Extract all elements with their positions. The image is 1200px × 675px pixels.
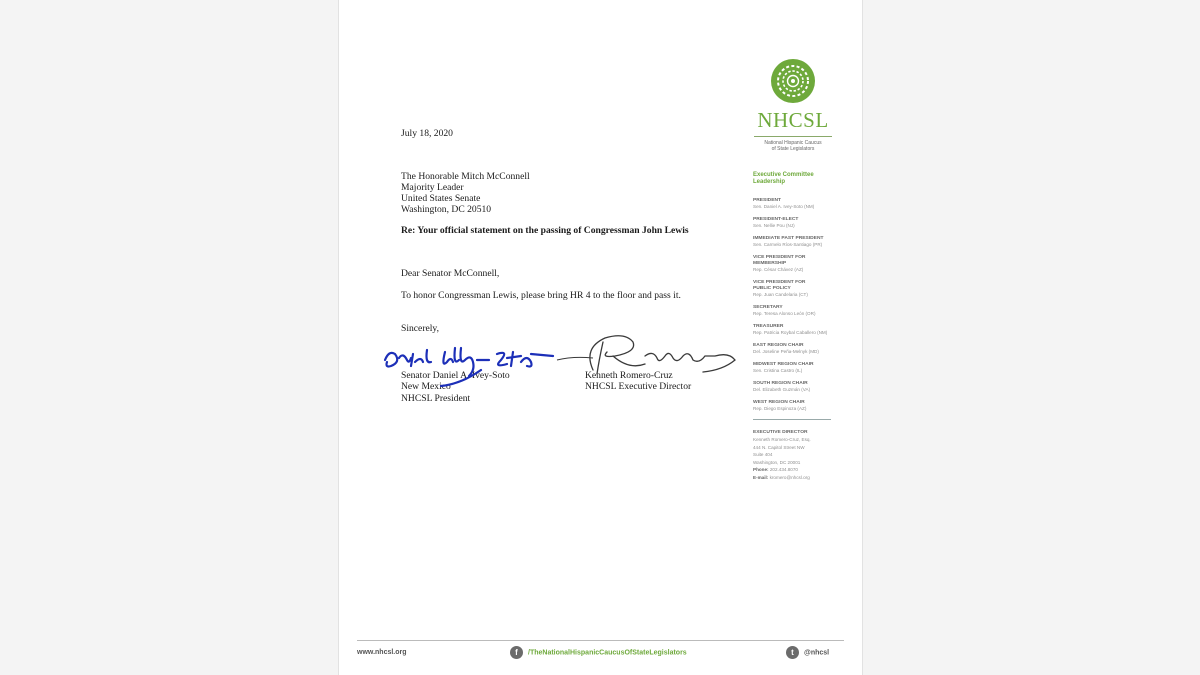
signature-ivey-soto xyxy=(381,340,556,390)
salutation: Dear Senator McConnell, xyxy=(401,268,500,279)
officer-title: SOUTH REGION CHAIR xyxy=(753,381,808,386)
officer-name: Sen. Cristina Castro (IL) xyxy=(753,368,803,373)
officer-entry xyxy=(753,400,853,412)
leadership-sidebar xyxy=(753,172,853,481)
officer-name: Sen. Carmelo Ríos-Santiago (PR) xyxy=(753,242,823,247)
officer-entry xyxy=(753,343,853,355)
nhcsl-logo xyxy=(749,58,837,152)
address-line: United States Senate xyxy=(401,193,481,204)
logo-divider xyxy=(754,136,832,137)
officer-name: Rep. Diego Espinoza (AZ) xyxy=(753,406,807,411)
nhcsl-emblem-icon xyxy=(770,58,816,104)
exec-email[interactable]: E-mail: kromero@nhcsl.org xyxy=(753,474,810,480)
logo-subtitle-line: National Hispanic Caucus xyxy=(764,140,822,146)
executive-director-block xyxy=(753,430,853,481)
footer-website[interactable]: www.nhcsl.org xyxy=(357,649,407,656)
officer-title: VICE PRESIDENT FOR xyxy=(753,255,806,260)
officer-name: Del. Joseline Peña-Melnyk (MD) xyxy=(753,349,819,354)
officer-title: MIDWEST REGION CHAIR xyxy=(753,362,814,367)
officer-title: VICE PRESIDENT FOR xyxy=(753,280,806,285)
officer-entry xyxy=(753,236,853,248)
letter-date: July 18, 2020 xyxy=(401,128,453,139)
address-line: The Honorable Mitch McConnell xyxy=(401,171,530,182)
footer-facebook[interactable]: f /TheNationalHispanicCaucusOfStateLegislators xyxy=(510,646,687,659)
officer-title: IMMEDIATE PAST PRESIDENT xyxy=(753,236,824,241)
logo-subtitle-line: of State Legislators xyxy=(771,146,815,152)
officer-entry xyxy=(753,324,853,336)
officer-entry xyxy=(753,305,853,317)
officer-entry xyxy=(753,217,853,229)
officer-name: Sen. Nellie Pou (NJ) xyxy=(753,223,795,228)
letter-subject: Re: Your official statement on the passing of Congressman John Lewis xyxy=(401,225,689,236)
officer-entry xyxy=(753,198,853,210)
officer-entry xyxy=(753,280,853,298)
officer-entry xyxy=(753,362,853,374)
address-line: Majority Leader xyxy=(401,182,464,193)
officer-title: MEMBERSHIP xyxy=(753,261,787,266)
nhcsl-wordmark: NHCSL xyxy=(757,108,829,132)
exec-phone: Phone: 202.434.8070 xyxy=(753,467,798,472)
signer1-state: New Mexico xyxy=(401,381,451,392)
officer-entry xyxy=(753,255,853,273)
footer-twitter[interactable]: t @nhcsl xyxy=(786,646,829,659)
twitter-icon: t xyxy=(786,646,799,659)
closing: Sincerely, xyxy=(401,323,440,334)
officer-title: WEST REGION CHAIR xyxy=(753,400,805,405)
signer1-name: Senator Daniel A. Ivey-Soto xyxy=(401,370,510,381)
officer-name: Rep. Juan Candelaria (CT) xyxy=(753,292,808,297)
officer-name: Sen. Daniel A. Ivey-Soto (NM) xyxy=(753,204,815,209)
footer-divider xyxy=(357,640,844,641)
officer-name: Rep. Patricia Roybal Caballero (NM) xyxy=(753,330,828,335)
officer-title: PRESIDENT xyxy=(753,198,781,203)
address-line: Washington, DC 20510 xyxy=(401,204,492,215)
officer-title: PRESIDENT-ELECT xyxy=(753,217,799,222)
officer-title: TREASURER xyxy=(753,324,784,329)
signer2-name: Kenneth Romero-Cruz xyxy=(585,370,673,381)
exec-line: 444 N. Capitol Street NW xyxy=(753,444,805,450)
exec-title: EXECUTIVE DIRECTOR xyxy=(753,430,808,435)
letter-body-text: To honor Congressman Lewis, please bring HR 4 to the floor and pass it. xyxy=(401,290,681,301)
sidebar-heading: Executive Committee Leadership xyxy=(753,172,814,185)
letter-page xyxy=(338,0,863,675)
officer-title: PUBLIC POLICY xyxy=(753,286,791,291)
officer-name: Rep. César Chávez (AZ) xyxy=(753,267,804,272)
officer-name: Del. Elizabeth Guzmán (VA) xyxy=(753,387,811,392)
signer1-title: NHCSL President xyxy=(401,393,471,404)
officer-name: Rep. Teresa Alonso León (OR) xyxy=(753,311,816,316)
facebook-icon: f xyxy=(510,646,523,659)
signer2-title: NHCSL Executive Director xyxy=(585,381,692,392)
officer-title: SECRETARY xyxy=(753,305,783,310)
signature-romero-cruz xyxy=(553,330,743,382)
sidebar-divider xyxy=(753,419,831,420)
officer-entry xyxy=(753,381,853,393)
exec-line: Suite 404 xyxy=(753,452,773,457)
exec-line: Kenneth Romero-Cruz, Esq. xyxy=(753,437,811,442)
exec-line: Washington, DC 20001 xyxy=(753,459,801,465)
officer-title: EAST REGION CHAIR xyxy=(753,343,804,348)
